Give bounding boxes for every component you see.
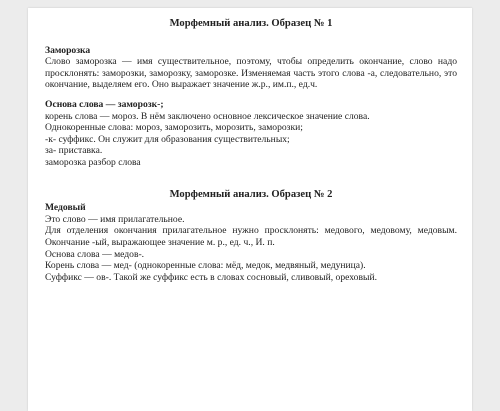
section1-heading: Заморозка [45, 44, 91, 56]
section2-line: Основа слова — медов-. [45, 248, 145, 260]
section1-line: за- приставка. [45, 145, 103, 157]
section1-line: -к- суффикс. Он служит для образования существительных; [45, 133, 290, 145]
document-content [45, 18, 457, 283]
section2-title: Морфемный анализ. Образец № 2 [169, 188, 333, 200]
section2-heading: Медовый [45, 202, 86, 214]
section1-title: Морфемный анализ. Образец № 1 [169, 18, 333, 29]
section1-paragraph: Слово заморозка — имя существительное, поэтому, чтобы определить окончание, слово надо просклонять: заморозки, заморозку, заморозке. Изменяемая часть этого слова -а, следовательно, это окончание, выделяем его. Оно выражает значение ж.р., им.п., ед.ч. [45, 56, 457, 91]
section2-line: Суффикс — ов-. Такой же суффикс есть в словах сосновый, сливовый, ореховый. [45, 271, 377, 283]
section2-line: Это слово — имя прилагательное. [45, 213, 185, 225]
section2-line: Корень слова — мед- (однокоренные слова: мёд, медок, медвяный, медуница). [45, 260, 366, 272]
section1-line: Однокоренные слова: мороз, заморозить, морозить, заморозки; [45, 122, 303, 134]
document-page [28, 8, 472, 411]
section1-line: корень слова — мороз. В нём заключено основное лексическое значение слова. [45, 110, 370, 122]
section1-stem-heading: Основа слова — заморозк-; [45, 98, 164, 110]
section1-line: заморозка разбор слова [45, 156, 141, 168]
section2-line: Для отделения окончания прилагательное нужно просклонять: медового, медовому, медовым. Окончание -ый, выражающее значение м. р., ед. ч., И. п. [45, 225, 457, 248]
